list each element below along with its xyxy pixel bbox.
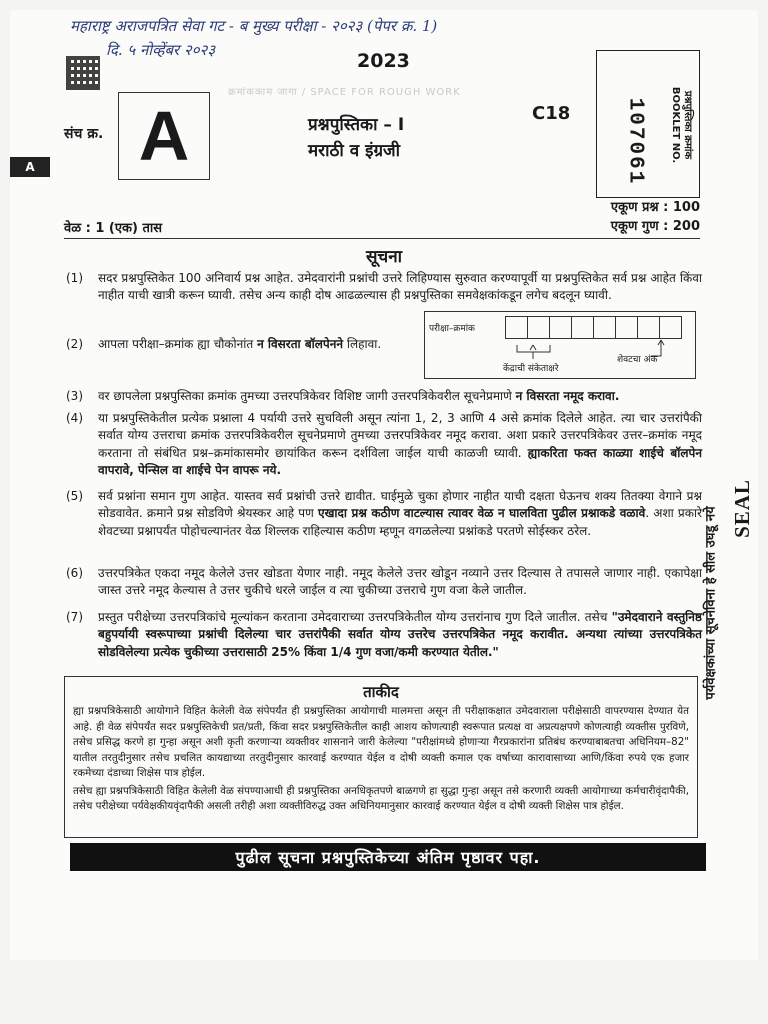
warning-para-2: तसेच ह्या प्रश्नपत्रिकेसाठी विहित केलेली वेळ संपण्याआधी ही प्रश्नपुस्तिका अनधिकृतपणे बाळगणे हा सुद्धा गुन्हा असून तसे करणारी व्यक्ती आयोगाच्या कर्मचारीवृंदापैकी, तसेच परीक्षेच्या पर्यवेक्षकीयवृंदापैकी असली तरीही अशा व्यक्तीविरुद्ध उक्त अधिनियमानुसार कारवाई करण्यात येईल व दोषी व्यक्ती शिक्षेस पात्र होईल. (73, 784, 689, 812)
warning-para-1: ह्या प्रश्नपत्रिकेसाठी आयोगाने विहित केलेली वेळ संपेपर्यंत ही प्रश्नपुस्तिका आयोगाची मालमत्ता असून ती परीक्षाकक्षात उमेदवाराला परीक्षेसाठी वापरण्यास देण्यात येत आहे. ही वेळ संपेपर्यंत सदर प्रश्नपुस्तिकेची प्रत/प्रती, किंवा सदर प्रश्नपुस्तिकेतील काही आशय कोणत्याही स्वरूपात प्रत्यक्ष वा अप्रत्यक्षपणे कोणत्याही व्यक्तीस पुरविणे, तसेच प्रसिद्ध करणे हा गुन्हा असून अशी कृती करणाऱ्या व्यक्तीवर शासनाने जारी केलेल्या "परीक्षांमध्ये होणाऱ्या गैरप्रकारांना प्रतिबंध करण्याबाबतचा अधिनियम–82" यातील तरतुदीनुसार तसेच प्रचलित कायद्याच्या तरतुदीनुसार कारवाई करण्यात येईल व दोषी व्यक्ती कमाल एक वर्षाच्या कारावासाच्या आणि/किंवा रुपये एक हजार रकमेच्या दंडाच्या शिक्षेस पात्र होईल. (73, 705, 690, 779)
booklet-no-label-mr: प्रश्नपुस्तिका क्रमांक (682, 90, 694, 160)
instruction-6: (6) उत्तरपत्रिकेत एकदा नमूद केलेले उत्तर खोडता येणार नाही. नमूद केलेले उत्तर खोडून नव्याने उत्तर दिल्यास ते तपासले जाणार नाही. एकापेक्षा जास्त उत्तरे नमूद केल्यास ते उत्तर चुकीचे धरले जाईल व त्या चुकीच्या उत्तराचे गुण वजा केले जातील. (66, 566, 702, 598)
booklet-title-block (308, 112, 404, 164)
instruction-7: (7) प्रस्तुत परीक्षेच्या उत्तरपत्रिकांचे मूल्यांकन करताना उमेदवाराच्या उत्तरपत्रिकेतील योग्य उत्तरांनाच गुण दिले जातील. तसेच "उमेदवाराने वस्तुनिष्ठ बहुपर्यायी स्वरूपाच्या प्रश्नांची दिलेल्या चार उत्तरांपैकी सर्वात योग्य उत्तरेच उत्तरपत्रिकेत नमूद करावीत. अन्यथा त्यांच्या उत्तरपत्रिकेत सोडविलेल्या प्रत्येक चुकीच्या उत्तरासाठी 25% किंवा 1/4 गुण वजा/कमी करण्यात येतील." (66, 610, 702, 659)
booklet-number-box (596, 50, 700, 198)
seal-warning-strip: पर्यवेक्षकांच्या सूचनेविना हे सील उघडू नये (704, 506, 719, 700)
exam-time: वेळ : 1 (एक) तास (64, 221, 163, 236)
side-series-tab: A (10, 157, 50, 177)
instructions-heading: सूचना (365, 247, 403, 267)
series-label: संच क्र. (64, 126, 104, 142)
divider (64, 238, 700, 239)
warning-box (64, 676, 698, 838)
series-code-box (118, 92, 210, 180)
handwritten-line-2: दि. ५ नोव्हेंबर २०२३ (106, 41, 216, 59)
last-digit-label: शेवटचा अंक (617, 355, 658, 365)
series-code: A (138, 97, 190, 175)
faint-rough-work-text: क्रमांककाम जागा / SPACE FOR ROUGH WORK (228, 87, 461, 98)
roll-number-box (424, 311, 696, 379)
instruction-3: (3) वर छापलेला प्रश्नपुस्तिका क्रमांक तुमच्या उत्तरपत्रिकेवर विशिष्ट जागी उत्तरपत्रिकेवरील सूचनेप्रमाणे न विसरता नमूद करावा. (66, 389, 620, 403)
instruction-2: (2) आपला परीक्षा–क्रमांक ह्या चौकोनांत न विसरता बॉलपेनने लिहावा. (66, 337, 382, 351)
warning-heading: ताकीद (363, 683, 399, 701)
booklet-no-label-en: BOOKLET NO. (670, 86, 682, 164)
totals-block (611, 198, 700, 236)
centre-code-label: केंद्राची संकेताक्षरे (503, 364, 559, 374)
total-marks: एकूण गुण : 200 (610, 219, 700, 234)
instruction-1: (1) सदर प्रश्नपुस्तिकेत 100 अनिवार्य प्रश्न आहेत. उमेदवारांनी प्रश्नांची उत्तरे लिहिण्यास सुरुवात करण्यापूर्वी या प्रश्नपुस्तिकेत सर्व प्रश्न आहेत किंवा नाहीत याची खात्री करून घ्यावी. तसेच अन्य काही दोष आढळल्यास ही प्रश्नपुस्तिका समवेक्षकांकडून लगेच बदलून घ्यावी. (66, 271, 702, 303)
total-questions: एकूण प्रश्न : 100 (610, 200, 700, 215)
booklet-title: प्रश्नपुस्तिका – I (308, 115, 405, 135)
instruction-4: (4) या प्रश्नपुस्तिकेतील प्रत्येक प्रश्नाला 4 पर्यायी उत्तरे सुचविली असून त्यांना 1, 2, 3 आणि 4 असे क्रमांक दिलेले आहेत. त्या चार उत्तरांपैकी सर्वात योग्य उत्तराचा क्रमांक उत्तरपत्रिकेवरील सूचनेप्रमाणे तुमच्या उत्तरपत्रिकेवर नमूद करावा. अशा प्रकारे उत्तरपत्रिकेवर उत्तर–क्रमांक नमूद करताना तो संबंधित प्रश्न–क्रमांकासमोर छायांकित करून दर्शविला जाईल याची काळजी घ्यावी. ह्याकरिता फक्त काळ्या शाईचे बॉलपेन वापरावे, पेन्सिल वा शाईचे पेन वापरू नये. (66, 411, 702, 478)
exam-year: 2023 (357, 50, 410, 72)
seal-label: SEAL (729, 478, 754, 538)
roll-number-label: परीक्षा–क्रमांक (429, 324, 475, 334)
handwritten-line-1: महाराष्ट्र अराजपत्रित सेवा गट - ब मुख्य परीक्षा - २०२३ (पेपर क्र. 1) (70, 17, 438, 35)
booklet-subtitle: मराठी व इंग्रजी (308, 141, 401, 161)
instruction-5: (5) सर्व प्रश्नांना समान गुण आहेत. यास्तव सर्व प्रश्नांची उत्तरे द्यावीत. घाईमुळे चुका होणार नाहीत याची दक्षता घेऊनच शक्य तितक्या वेगाने प्रश्न सोडवावेत. क्रमाने प्रश्न सोडविणे श्रेयस्कर आहे पण एखादा प्रश्न कठीण वाटल्यास त्यावर वेळ न घालविता पुढील प्रश्नाकडे वळावे. अशा प्रकारे शेवटच्या प्रश्नापर्यंत पोहोचल्यानंतर वेळ शिल्लक राहिल्यास कठीण म्हणून वगळलेल्या प्रश्नांकडे परतणे सोईस्कर ठरेल. (66, 489, 702, 538)
qr-code (66, 56, 100, 90)
booklet-number: 107061 (623, 97, 647, 185)
roll-arrows (425, 312, 697, 380)
footer-notice: पुढील सूचना प्रश्नपुस्तिकेच्या अंतिम पृष्ठावर पहा. (70, 843, 706, 871)
paper-code: C18 (532, 103, 571, 124)
